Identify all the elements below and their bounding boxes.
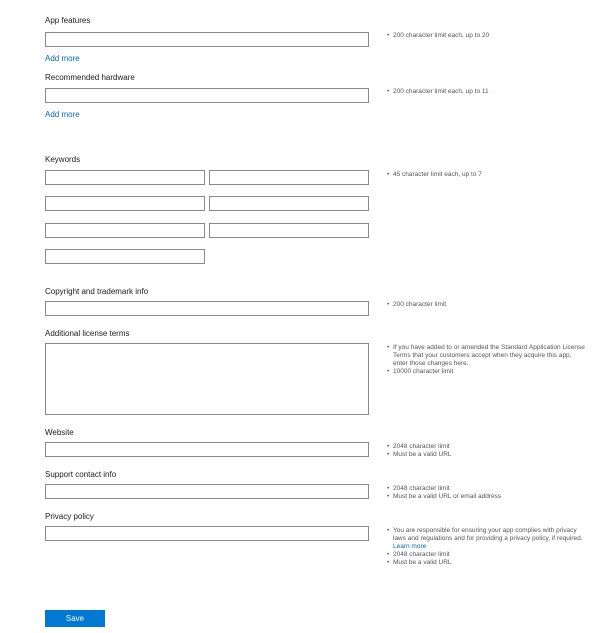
note-item bbox=[387, 527, 587, 551]
privacy-notes bbox=[387, 527, 587, 567]
app-features-label: App features bbox=[45, 16, 91, 25]
recommended-hardware-notes bbox=[387, 88, 587, 96]
note-item: • 2048 character limit bbox=[387, 551, 587, 559]
keyword-input-7[interactable] bbox=[45, 249, 205, 264]
note-item: • Must be a valid URL bbox=[387, 559, 587, 567]
keyword-input-5[interactable] bbox=[45, 223, 205, 238]
app-features-input[interactable] bbox=[45, 32, 369, 47]
note-item: • 200 character limit each, up to 11 bbox=[387, 88, 587, 96]
copyright-notes bbox=[387, 301, 587, 309]
recommended-hardware-add-more-link[interactable]: Add more bbox=[45, 110, 80, 119]
privacy-note-text: You are responsible for ensuring your app complies with privacy laws and regulations and for providing a privacy policy, if required. bbox=[393, 527, 583, 542]
learn-more-link[interactable]: Learn more bbox=[393, 543, 427, 550]
website-label: Website bbox=[45, 428, 74, 437]
support-input[interactable] bbox=[45, 484, 369, 499]
keyword-input-3[interactable] bbox=[45, 196, 205, 211]
app-features-add-more-link[interactable]: Add more bbox=[45, 54, 80, 63]
note-item: • 2048 character limit bbox=[387, 485, 587, 493]
keyword-input-6[interactable] bbox=[209, 223, 369, 238]
copyright-input[interactable] bbox=[45, 301, 369, 316]
license-terms-notes bbox=[387, 344, 587, 376]
privacy-label: Privacy policy bbox=[45, 512, 94, 521]
note-item: • Must be a valid URL or email address bbox=[387, 493, 587, 501]
keywords-notes bbox=[387, 171, 587, 179]
website-input[interactable] bbox=[45, 442, 369, 457]
note-item: • 200 character limit each, up to 20 bbox=[387, 32, 587, 40]
copyright-label: Copyright and trademark info bbox=[45, 287, 149, 296]
note-item: • 2048 character limit bbox=[387, 443, 587, 451]
keyword-input-4[interactable] bbox=[209, 196, 369, 211]
recommended-hardware-input[interactable] bbox=[45, 88, 369, 103]
license-terms-textarea[interactable] bbox=[45, 343, 369, 415]
privacy-input[interactable] bbox=[45, 526, 369, 541]
keywords-label: Keywords bbox=[45, 155, 81, 164]
website-notes bbox=[387, 443, 587, 459]
note-item: • 200 character limit bbox=[387, 301, 587, 309]
keyword-input-1[interactable] bbox=[45, 170, 205, 185]
recommended-hardware-label: Recommended hardware bbox=[45, 73, 135, 82]
app-features-notes bbox=[387, 32, 587, 40]
support-label: Support contact info bbox=[45, 470, 117, 479]
note-item: • If you have added to or amended the Standard Application License Terms that your customers accept when they acquire this app, enter those changes here. bbox=[387, 344, 587, 368]
note-item: • 45 character limit each, up to 7 bbox=[387, 171, 587, 179]
keyword-input-2[interactable] bbox=[209, 170, 369, 185]
note-item: • Must be a valid URL bbox=[387, 451, 587, 459]
license-terms-label: Additional license terms bbox=[45, 329, 130, 338]
support-notes bbox=[387, 485, 587, 501]
note-item: • 10000 character limit bbox=[387, 368, 587, 376]
save-button[interactable]: Save bbox=[45, 610, 105, 627]
